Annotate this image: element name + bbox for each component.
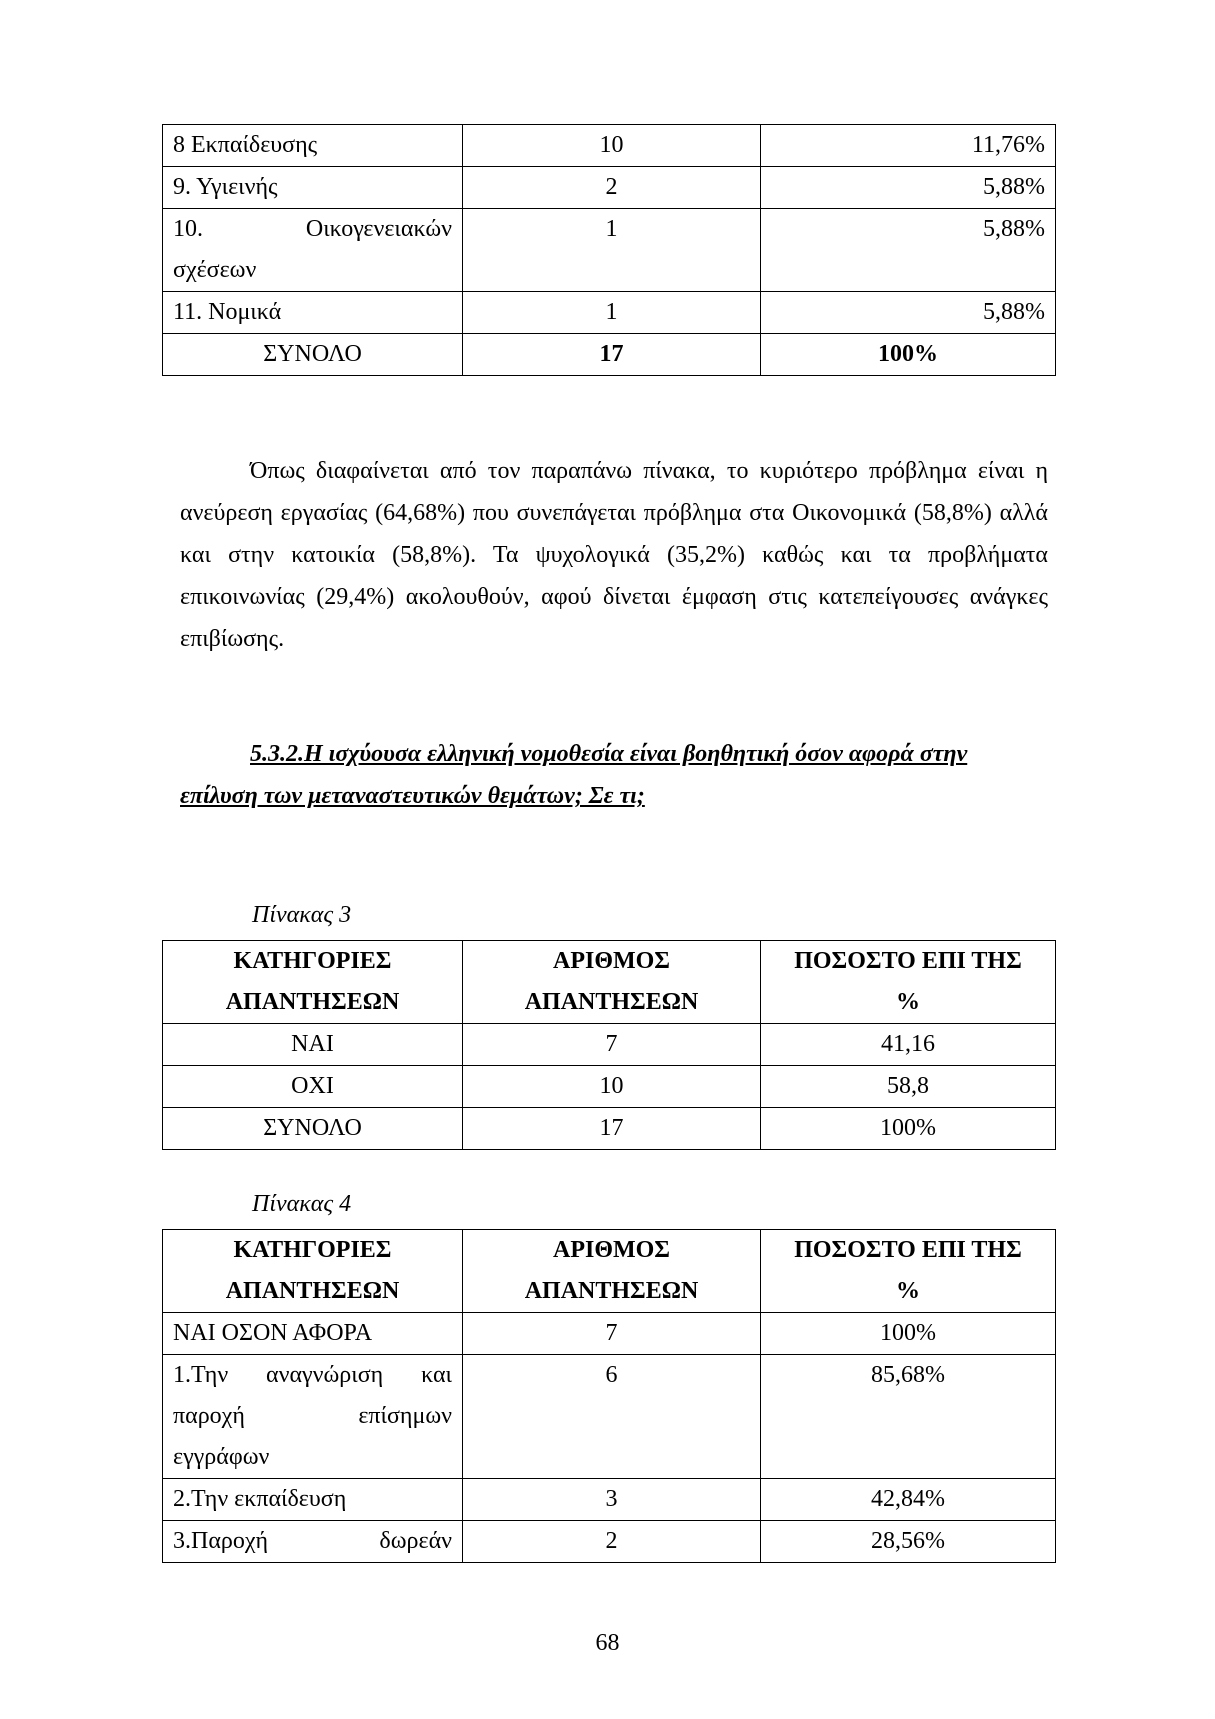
header-line: ΠΟΣΟΣΤΟ ΕΠΙ ΤΗΣ xyxy=(794,1237,1022,1263)
count-cell: 2 xyxy=(463,1521,761,1563)
table-4 xyxy=(162,1229,1056,1563)
header-line: ΚΑΤΗΓΟΡΙΕΣ xyxy=(233,1237,392,1263)
header-cell xyxy=(761,941,1056,1024)
table-row xyxy=(163,1355,1056,1479)
category-cell: ΟΧΙ xyxy=(163,1066,463,1108)
percent-cell: 41,16 xyxy=(761,1024,1056,1066)
count-cell: 3 xyxy=(463,1479,761,1521)
count-cell: 1 xyxy=(463,292,761,334)
table-row xyxy=(163,292,1056,334)
count-cell: 17 xyxy=(463,1108,761,1150)
header-line: % xyxy=(896,989,920,1015)
table-3 xyxy=(162,940,1056,1150)
percent-cell: 5,88% xyxy=(761,209,1056,292)
table-row xyxy=(163,1024,1056,1066)
percent-cell: 100% xyxy=(761,1108,1056,1150)
table-row xyxy=(163,125,1056,167)
percent-cell: 42,84% xyxy=(761,1479,1056,1521)
category-cell: 8 Εκπαίδευσης xyxy=(163,125,463,167)
table-row xyxy=(163,167,1056,209)
category-cell xyxy=(163,1355,463,1479)
table-row xyxy=(163,1313,1056,1355)
table-row xyxy=(163,1479,1056,1521)
header-cell xyxy=(163,1230,463,1313)
count-cell: 2 xyxy=(463,167,761,209)
percent-cell: 11,76% xyxy=(761,125,1056,167)
category-cell: ΝΑΙ ΟΣΟΝ ΑΦΟΡΑ xyxy=(163,1313,463,1355)
table-caption: Πίνακας 4 xyxy=(252,1191,352,1217)
header-cell xyxy=(463,1230,761,1313)
percent-cell: 100% xyxy=(761,1313,1056,1355)
header-cell xyxy=(463,941,761,1024)
category-line: σχέσεων xyxy=(173,257,257,283)
header-line: ΑΠΑΝΤΗΣΕΩΝ xyxy=(225,1278,400,1304)
header-line: ΑΠΑΝΤΗΣΕΩΝ xyxy=(524,989,699,1015)
section-heading: 5.3.2.Η ισχύουσα ελληνική νομοθεσία είναι βοηθητική όσον αφορά στην επίλυση των μεταναστευτικών θεμάτων; Σε τι; xyxy=(180,741,968,809)
count-cell: 7 xyxy=(463,1313,761,1355)
count-cell: 10 xyxy=(463,125,761,167)
total-row xyxy=(163,334,1056,376)
count-cell: 7 xyxy=(463,1024,761,1066)
category-cell: 2.Την εκπαίδευση xyxy=(163,1479,463,1521)
category-cell xyxy=(163,209,463,292)
category-cell: 3.Παροχή δωρεάν xyxy=(163,1521,463,1563)
total-label: ΣΥΝΟΛΟ xyxy=(163,334,463,376)
category-cell: 11. Νομικά xyxy=(163,292,463,334)
header-line: ΑΠΑΝΤΗΣΕΩΝ xyxy=(225,989,400,1015)
category-line: 1.Την αναγνώριση και xyxy=(173,1362,452,1388)
percent-cell: 5,88% xyxy=(761,167,1056,209)
count-cell: 6 xyxy=(463,1355,761,1479)
category-cell: 9. Υγιεινής xyxy=(163,167,463,209)
count-cell: 1 xyxy=(463,209,761,292)
count-cell: 10 xyxy=(463,1066,761,1108)
header-line: % xyxy=(896,1278,920,1304)
header-line: ΚΑΤΗΓΟΡΙΕΣ xyxy=(233,948,392,974)
category-line: εγγράφων xyxy=(173,1444,270,1470)
category-cell: ΝΑΙ xyxy=(163,1024,463,1066)
problems-table xyxy=(162,124,1056,376)
page-number: 68 xyxy=(595,1630,620,1656)
header-line: ΠΟΣΟΣΤΟ ΕΠΙ ΤΗΣ xyxy=(794,948,1022,974)
total-percent: 100% xyxy=(761,334,1056,376)
percent-cell: 58,8 xyxy=(761,1066,1056,1108)
percent-cell: 28,56% xyxy=(761,1521,1056,1563)
header-line: ΑΡΙΘΜΟΣ xyxy=(552,1237,670,1263)
table-row xyxy=(163,1521,1056,1563)
body-paragraph: Όπως διαφαίνεται από τον παραπάνω πίνακα, το κυριότερο πρόβλημα είναι η ανεύρεση εργασίας (64,68%) που συνεπάγεται πρόβλημα στα Οικονομικά (58,8%) αλλά και στην κατοικία (58,8%). Τα ψυχολογικά (35,2%) καθώς και τα προβλήματα επικοινωνίας (29,4%) ακολουθούν, αφού δίνεται έμφαση στις κατεπείγουσες ανάγκες επιβίωσης. xyxy=(180,458,1048,652)
category-line: 10. Οικογενειακών xyxy=(173,216,452,242)
total-count: 17 xyxy=(463,334,761,376)
percent-cell: 85,68% xyxy=(761,1355,1056,1479)
table-row xyxy=(163,209,1056,292)
percent-cell: 5,88% xyxy=(761,292,1056,334)
header-row xyxy=(163,1230,1056,1313)
header-line: ΑΡΙΘΜΟΣ xyxy=(552,948,670,974)
header-cell xyxy=(761,1230,1056,1313)
table-caption: Πίνακας 3 xyxy=(252,902,352,928)
header-row xyxy=(163,941,1056,1024)
category-line: παροχή επίσημων xyxy=(173,1403,452,1429)
category-cell: ΣΥΝΟΛΟ xyxy=(163,1108,463,1150)
table-row xyxy=(163,1066,1056,1108)
header-cell xyxy=(163,941,463,1024)
total-row xyxy=(163,1108,1056,1150)
header-line: ΑΠΑΝΤΗΣΕΩΝ xyxy=(524,1278,699,1304)
